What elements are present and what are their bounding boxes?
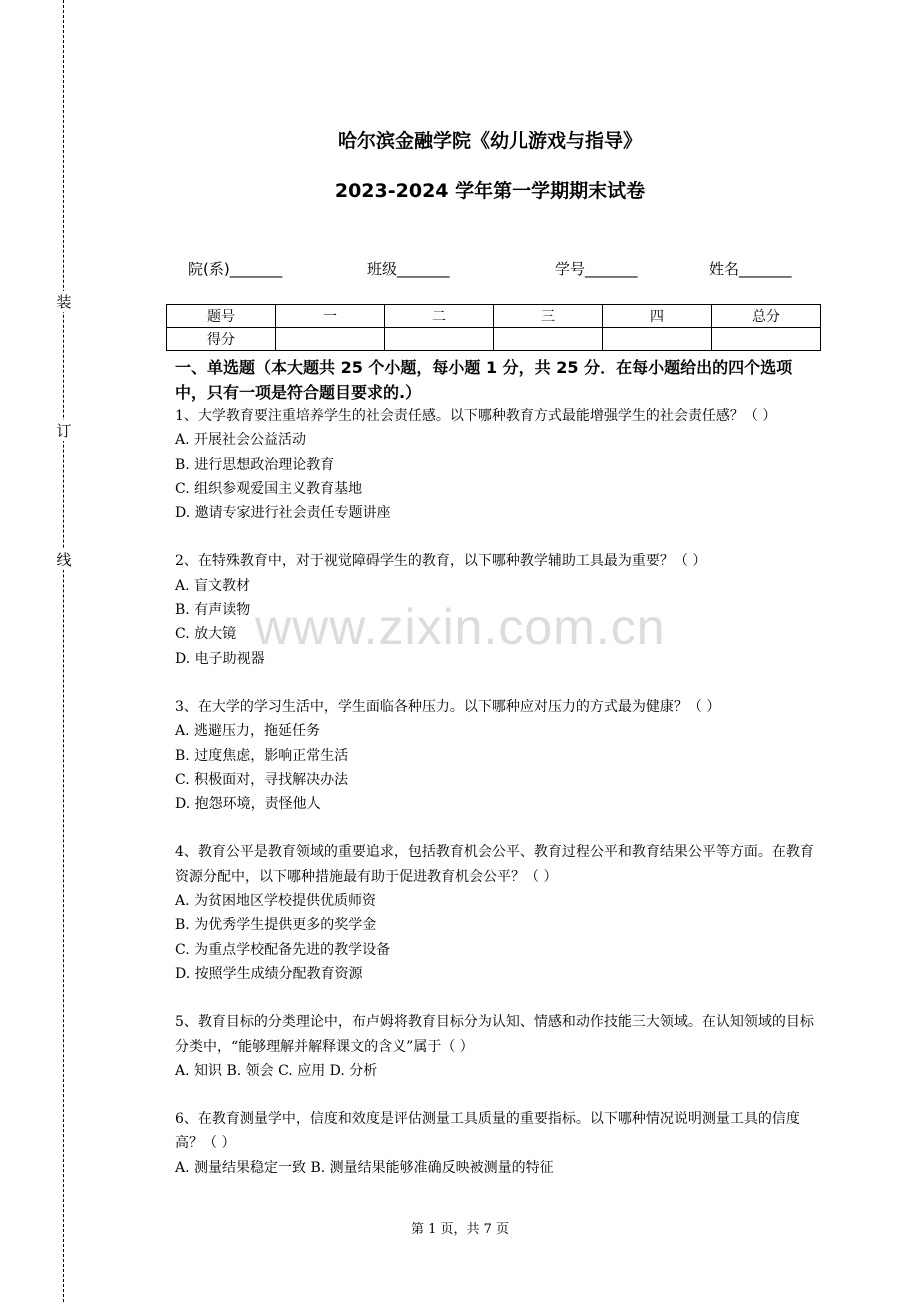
watermark: www.zixin.com.cn [255, 599, 666, 655]
question-5 [175, 1010, 815, 1083]
question-option: A. 测量结果稳定一致 B. 测量结果能够准确反映被测量的特征 [175, 1159, 554, 1176]
name-field: 姓名_______ [709, 260, 792, 278]
question-option: D. 邀请专家进行社会责任专题讲座 [175, 505, 391, 522]
score-row-label: 得分 [167, 328, 276, 351]
binding-char-zhuang: 装 [56, 293, 72, 311]
score-table-header-cell: 四 [603, 305, 712, 328]
exam-subtitle: 2023-2024 学年第一学期期末试卷 [334, 180, 646, 202]
question-option: A. 盲文教材 [175, 577, 251, 594]
question-option: C. 积极面对，寻找解决办法 [175, 771, 349, 788]
question-list [175, 404, 815, 1180]
question-option: D. 电子助视器 [175, 650, 265, 667]
section-heading: 一、单选题（本大题共 25 个小题，每小题 1 分，共 25 分．在每小题给出的四个选项中，只有一项是符合题目要求的.） [175, 358, 793, 402]
question-stem: 4、教育公平是教育领域的重要追求，包括教育机会公平、教育过程公平和教育结果公平等方面。在教育资源分配中，以下哪种措施最有助于促进教育机会公平？（ ） [175, 844, 814, 885]
score-table-header-cell: 题号 [167, 305, 276, 328]
dept-field: 院(系)_______ [188, 260, 283, 278]
score-table-header-cell: 三 [494, 305, 603, 328]
question-4 [175, 840, 815, 986]
question-option: D. 抱怨环境，责怪他人 [175, 796, 321, 813]
question-2 [175, 549, 815, 670]
student-id-field: 学号_______ [555, 260, 638, 278]
question-option: C. 为重点学校配备先进的教学设备 [175, 941, 391, 958]
question-option: B. 进行思想政治理论教育 [175, 456, 335, 473]
score-table [166, 304, 821, 351]
question-option: D. 按照学生成绩分配教育资源 [175, 965, 363, 982]
question-1 [175, 404, 815, 525]
score-table-score-row [167, 328, 821, 351]
question-3 [175, 695, 815, 816]
question-stem: 3、在大学的学习生活中，学生面临各种压力。以下哪种应对压力的方式最为健康？（ ） [175, 698, 721, 715]
question-option: B. 有声读物 [175, 602, 251, 619]
score-table-header-cell: 二 [385, 305, 494, 328]
class-field: 班级_______ [367, 260, 450, 278]
score-table-header-cell: 一 [276, 305, 385, 328]
question-option: C. 组织参观爱国主义教育基地 [175, 480, 363, 497]
question-option: A. 开展社会公益活动 [175, 432, 307, 449]
score-table-header-cell: 总分 [712, 305, 821, 328]
exam-title: 哈尔滨金融学院《幼儿游戏与指导》 [337, 130, 642, 152]
binding-char-xian: 线 [56, 551, 72, 569]
score-table-header-row [167, 305, 821, 328]
question-option: B. 过度焦虑，影响正常生活 [175, 747, 349, 764]
question-stem: 5、教育目标的分类理论中，布卢姆将教育目标分为认知、情感和动作技能三大领域。在认知领域的目标分类中，“能够理解并解释课文的含义”属于（ ） [175, 1014, 814, 1055]
score-cell [712, 328, 821, 351]
question-option: A. 知识 B. 领会 C. 应用 D. 分析 [175, 1062, 378, 1079]
question-option: B. 为优秀学生提供更多的奖学金 [175, 917, 377, 934]
score-cell [603, 328, 712, 351]
score-cell [276, 328, 385, 351]
question-6 [175, 1107, 815, 1180]
binding-char-ding: 订 [56, 422, 72, 440]
question-option: A. 为贫困地区学校提供优质师资 [175, 893, 377, 910]
question-option: A. 逃避压力，拖延任务 [175, 723, 321, 740]
question-option: C. 放大镜 [175, 626, 237, 643]
question-stem: 2、在特殊教育中，对于视觉障碍学生的教育，以下哪种教学辅助工具最为重要？（ ） [175, 553, 707, 570]
page-footer: 第 1 页，共 7 页 [410, 1222, 510, 1237]
question-stem: 6、在教育测量学中，信度和效度是评估测量工具质量的重要指标。以下哪种情况说明测量工具的信度高？（ ） [175, 1111, 800, 1152]
score-cell [494, 328, 603, 351]
question-stem: 1、大学教育要注重培养学生的社会责任感。以下哪种教育方式最能增强学生的社会责任感？（ ） [175, 408, 777, 424]
score-cell [385, 328, 494, 351]
